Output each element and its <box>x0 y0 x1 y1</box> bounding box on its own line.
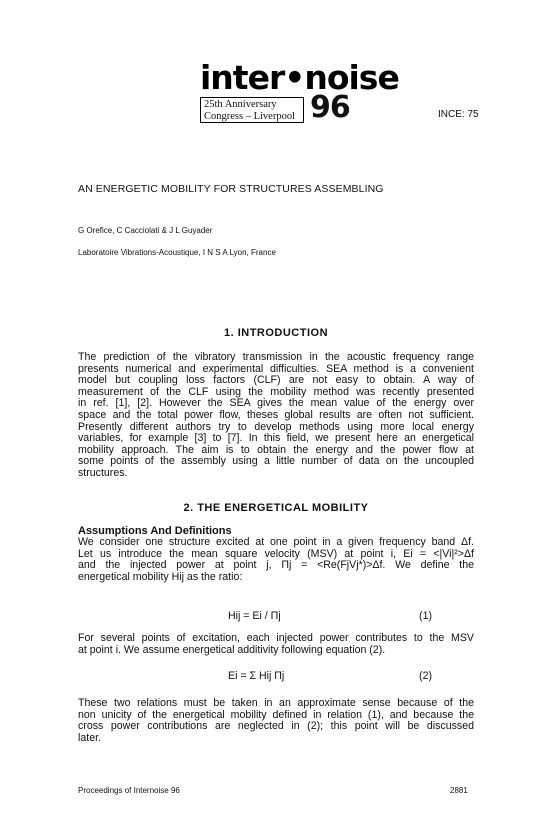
paragraph-line: mobility approach. The aim is to obtain the energy and the power flow at <box>78 444 474 456</box>
equation-1-expression: Hij = Ei / Πj <box>228 610 281 622</box>
section-2-heading: 2. THE ENERGETICAL MOBILITY <box>183 502 369 514</box>
paragraph-line: The prediction of the vibratory transmission in the acoustic frequency range <box>78 352 474 363</box>
paragraph-line: These two relations must be taken in an approximate sense because of the <box>78 698 474 709</box>
paragraph-line: cross power contributions are neglected in (2); this point will be discussed <box>78 721 474 733</box>
page-number: 2881 <box>450 786 468 795</box>
conference-logo-year: 96 <box>310 90 350 125</box>
paragraph-line: For several points of excitation, each injected power contributes to the MSV <box>78 633 474 644</box>
logo-box-line-2: Congress – Liverpool <box>204 110 295 122</box>
footer-proceedings: Proceedings of Internoise 96 <box>78 786 180 795</box>
paragraph-line: We consider one structure excited at one point in a given frequency band Δf. <box>78 537 474 548</box>
paragraph-line: variables, for example [3] to [7]. In this field, we present here an energetical <box>78 433 474 445</box>
paragraph-line: model but coupling loss factors (CLF) are not easy to obtain. A way of <box>78 375 474 387</box>
equation-2-expression: Ei = Σ Hij Πj <box>228 670 285 682</box>
equation-1-number: (1) <box>419 610 432 622</box>
logo-box-line-1: 25th Anniversary <box>204 99 277 110</box>
paragraph-line: later. <box>78 732 101 744</box>
subsection-heading: Assumptions And Definitions <box>78 525 232 537</box>
relations-paragraph <box>78 698 474 744</box>
conference-logo-box <box>200 97 304 123</box>
ince-code: INCE: 75 <box>438 109 479 120</box>
paper-title: AN ENERGETIC MOBILITY FOR STRUCTURES ASSEMBLING <box>78 183 384 195</box>
paper-authors: G Orefice, C Cacciolati & J L Guyader <box>78 226 213 235</box>
paragraph-line: Let us introduce the mean square velocity (MSV) at point i, Ei = <|Vi|²>Δf <box>78 548 474 560</box>
additivity-paragraph <box>78 633 474 656</box>
paragraph-line: space and the total power flow, theses global results are often not sufficient. <box>78 409 474 421</box>
paragraph-line: Presently different authors try to develop methods using more local energy <box>78 421 474 433</box>
section-1-heading: 1. INTRODUCTION <box>223 327 329 339</box>
introduction-paragraph <box>78 352 474 480</box>
paragraph-line: energetical mobility Hij as the ratio: <box>78 571 243 583</box>
paragraph-line: some points of the assembly using a little number of data on the uncoupled <box>78 456 474 468</box>
paragraph-line: presents numerical and experimental difficulties. SEA method is a convenient <box>78 363 474 375</box>
definitions-paragraph <box>78 537 474 583</box>
paragraph-line: structures. <box>78 467 128 479</box>
paragraph-line: non unicity of the energetical mobility defined in relation (1), and because the <box>78 709 474 721</box>
paper-affiliation: Laboratoire Vibrations-Acoustique, I N S A Lyon, France <box>78 248 276 257</box>
paragraph-line: in ref. [1], [2]. However the SEA gives the mean value of the energy over <box>78 398 474 410</box>
paragraph-line: measurement of the CLF using the mobility method was recently presented <box>78 386 474 398</box>
conference-logo-title: inter•noise <box>200 58 399 97</box>
paragraph-line: at point i. We assume energetical additivity following equation (2). <box>78 644 386 656</box>
paragraph-line: and the injected power at point j, Πj = <Re(FjVj*)>Δf. We define the <box>78 560 474 572</box>
equation-2-number: (2) <box>419 670 432 682</box>
